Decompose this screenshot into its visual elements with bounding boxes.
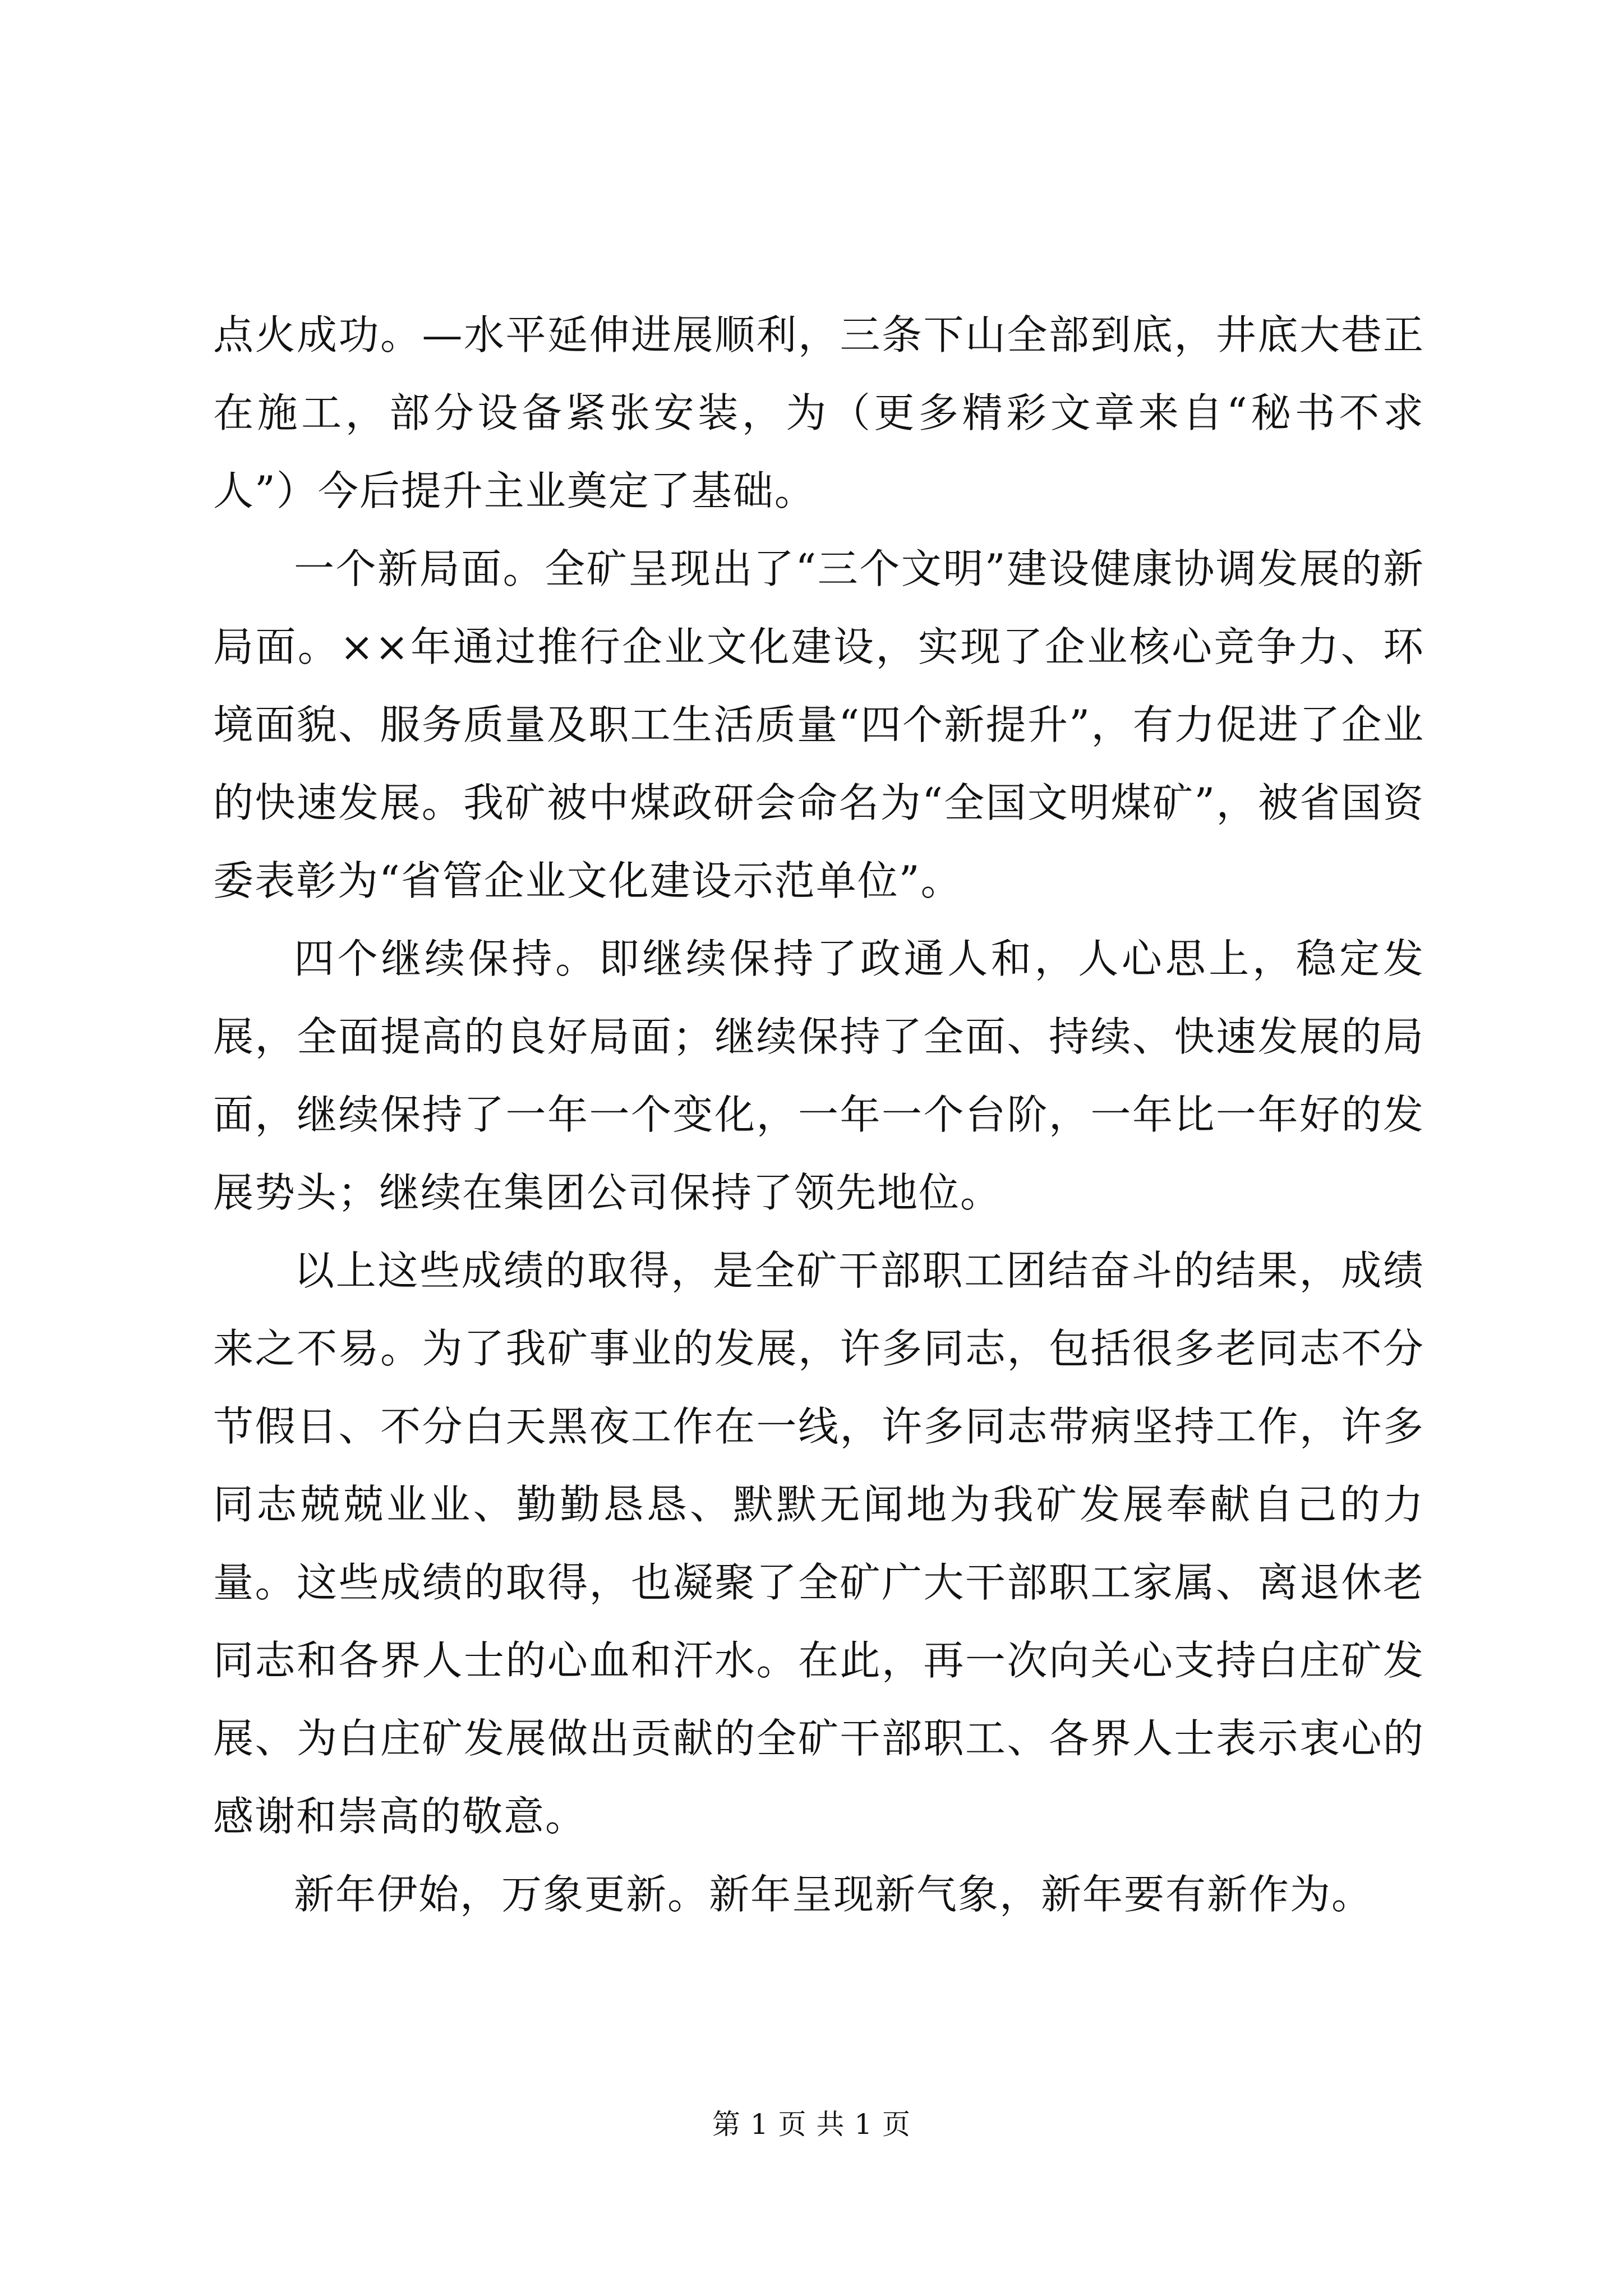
paragraph-new-year: 新年伊始，万象更新。新年呈现新气象，新年要有新作为。 bbox=[294, 1871, 1373, 1918]
page-number-label: 第 1 页 共 1 页 bbox=[712, 2108, 911, 2141]
paragraph-four-continuations: 四个继续保持。即继续保持了政通人和，人心思上，稳定发展，全面提高的良好局面；继续保持了全面、持续、快速发展的局面，继续保持了一年一个变化，一年一个台阶，一年比一年好的发展势头；继续在集团公司保持了领先地位。 bbox=[213, 935, 1424, 1216]
page-footer bbox=[0, 2105, 1623, 2144]
paragraph-new-situation: 一个新局面。全矿呈现出了“三个文明”建设健康协调发展的新局面。××年通过推行企业文化建设，实现了企业核心竞争力、环境面貌、服务质量及职工生活质量“四个新提升”，有力促进了企业的快速发展。我矿被中煤政研会命名为“全国文明煤矿”，被省国资委表彰为“省管企业文化建设示范单位”。 bbox=[213, 545, 1424, 904]
document-body bbox=[213, 296, 1424, 1934]
paragraph-achievements: 以上这些成绩的取得，是全矿干部职工团结奋斗的结果，成绩来之不易。为了我矿事业的发展，许多同志，包括很多老同志不分节假日、不分白天黑夜工作在一线，许多同志带病坚持工作，许多同志兢兢业业、勤勤恳恳、默默无闻地为我矿发展奉献自己的力量。这些成绩的取得，也凝聚了全矿广大干部职工家属、离退休老同志和各界人士的心血和汗水。在此，再一次向关心支持白庄矿发展、为白庄矿发展做出贡献的全矿干部职工、各界人士表示衷心的感谢和崇高的敬意。 bbox=[213, 1247, 1424, 1840]
paragraph-continuation: 点火成功。—水平延伸进展顺利，三条下山全部到底，井底大巷正在施工，部分设备紧张安装，为（更多精彩文章来自“秘书不求人”）今后提升主业奠定了基础。 bbox=[213, 311, 1424, 514]
